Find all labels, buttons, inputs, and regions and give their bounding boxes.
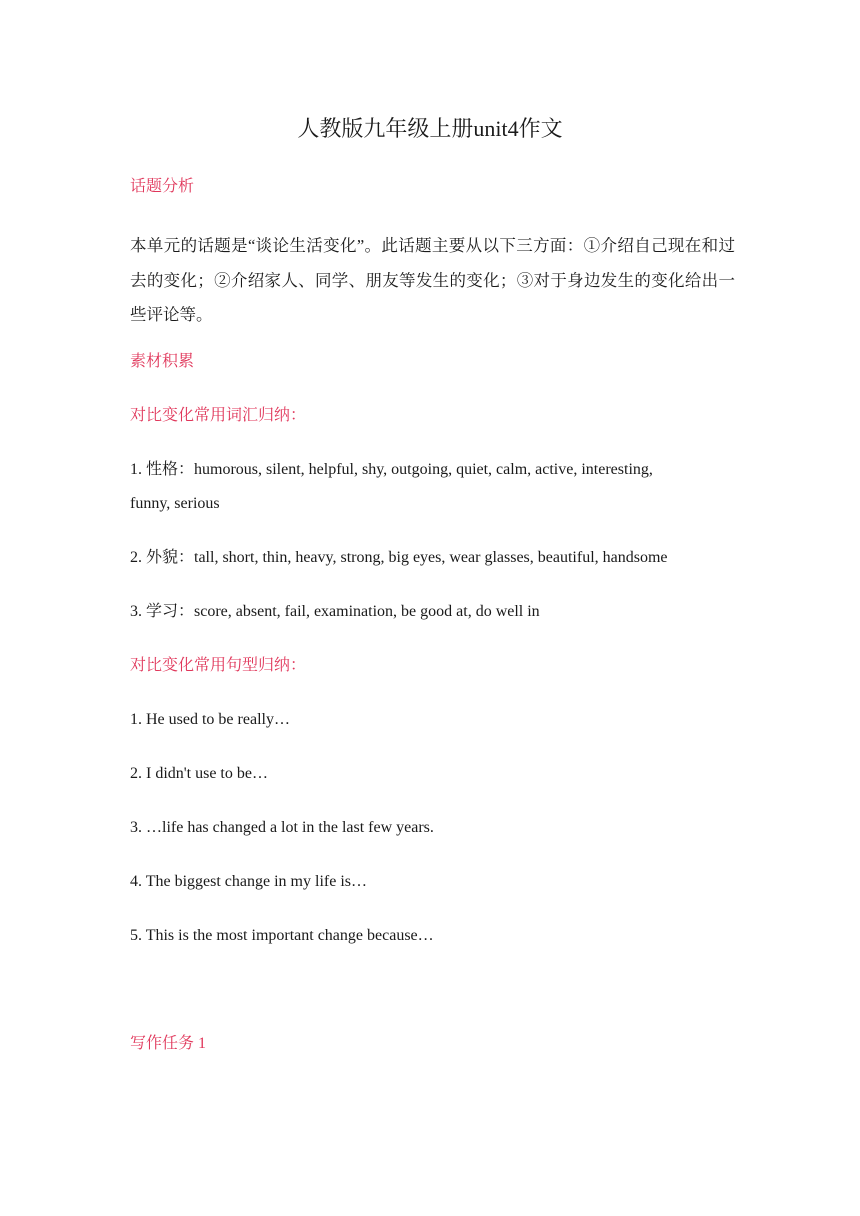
topic-paragraph: 本单元的话题是“谈论生活变化”。此话题主要从以下三方面：①介绍自己现在和过去的变化；②介绍家人、同学、朋友等发生的变化；③对于身边发生的变化给出一些评论等。 <box>130 236 735 324</box>
sentence-item: 4. The biggest change in my life is… <box>130 873 367 890</box>
document-title: 人教版九年级上册unit4作文 <box>297 116 563 141</box>
material-heading: 素材积累 <box>130 353 195 370</box>
vocab-item-study: 3. 学习：score, absent, fail, examination, be good at, do well in <box>130 603 540 620</box>
vocab-item-personality-line1: 1. 性格：humorous, silent, helpful, shy, outgoing, quiet, calm, active, interesting, <box>130 461 653 478</box>
sentence-item: 5. This is the most important change because… <box>130 927 434 944</box>
sentence-item: 2. I didn't use to be… <box>130 765 268 782</box>
vocab-item-personality-line2: funny, serious <box>130 495 220 512</box>
sentence-item: 3. …life has changed a lot in the last few years. <box>130 819 434 836</box>
vocab-heading: 对比变化常用词汇归纳： <box>130 407 307 424</box>
writing-task-heading: 写作任务 1 <box>130 1035 207 1052</box>
sentence-heading: 对比变化常用句型归纳： <box>130 657 307 674</box>
vocab-item-appearance: 2. 外貌：tall, short, thin, heavy, strong, big eyes, wear glasses, beautiful, handsome <box>130 549 668 566</box>
sentence-item: 1. He used to be really… <box>130 711 290 728</box>
topic-analysis-heading: 话题分析 <box>130 178 195 195</box>
